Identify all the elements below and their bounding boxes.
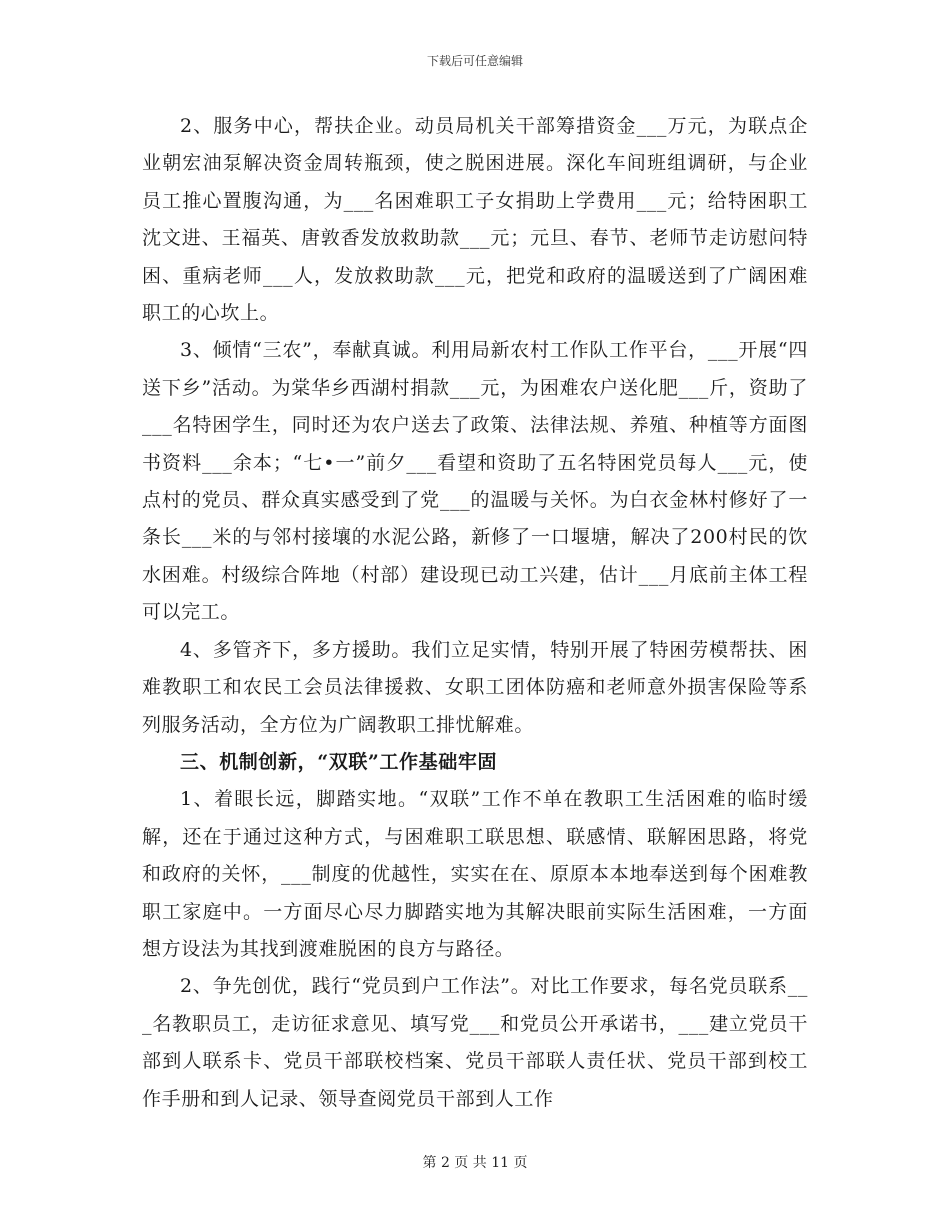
paragraph-multi-assistance: 4、多管齐下，多方援助。我们立足实情，特别开展了特困劳模帮扶、困难教职工和农民工会员法律援救、女职工团体防癌和老师意外损害保险等系列服务活动，全方位为广阔教职工排忧解难。: [142, 638, 808, 736]
paragraph-three-rural: 3、倾情“三农”，奉献真诚。利用局新农村工作队工作平台，___开展“四送下乡”活动。为棠华乡西湖村捐款___元，为困难农户送化肥___斤，资助了___名特困学生，同时还为农户送去了政策、法律法规、养殖、种植等方面图书资料___余本；“七•一”前夕___看望和资助了五名特困党员每人___元，使点村的党员、群众真实感受到了党___的温暖与关怀。为白衣金林村修好了一条长___米的与邻村接壤的水泥公路，新修了一口堰塘，解决了200村民的饮水困难。村级综合阵地（村部）建设现已动工兴建，估计___月底前主体工程可以完工。: [142, 339, 808, 624]
paragraph-party-member: 2、争先创优，践行“党员到户工作法”。对比工作要求，每名党员联系___名教职员工，走访征求意见、填写党___和党员公开承诺书，___建立党员干部到人联系卡、党员干部联校档案、党员干部联人责任状、党员干部到校工作手册和到人记录、领导查阅党员干部到人工作: [142, 975, 808, 1110]
page-header: 下载后可任意编辑: [426, 54, 523, 68]
document-body: [142, 108, 808, 1118]
section-heading-mechanism: 三、机制创新，“双联”工作基础牢固: [180, 750, 498, 773]
paragraph-service-center: 2、服务中心，帮扶企业。动员局机关干部筹措资金___万元，为联点企业朝宏油泵解决资金周转瓶颈，使之脱困进展。深化车间班组调研，与企业员工推心置腹沟通，为___名困难职工子女捐助上学费用___元；给特困职工沈文进、王福英、唐敦香发放救助款___元；元旦、春节、老师节走访慰问特困、重病老师___人，发放救助款___元，把党和政府的温暖送到了广阔困难职工的心坎上。: [142, 115, 808, 325]
paragraph-long-term: 1、着眼长远，脚踏实地。“双联”工作不单在教职工生活困难的临时缓解，还在于通过这种方式，与困难职工联思想、联感情、联解困思路，将党和政府的关怀，___制度的优越性，实实在在、原原本本地奉送到每个困难教职工家庭中。一方面尽心尽力脚踏实地为其解决眼前实际生活困难，一方面想方设法为其找到渡难脱困的良方与路径。: [142, 788, 808, 960]
page-footer: 第 2 页 共 11 页: [422, 1155, 528, 1171]
